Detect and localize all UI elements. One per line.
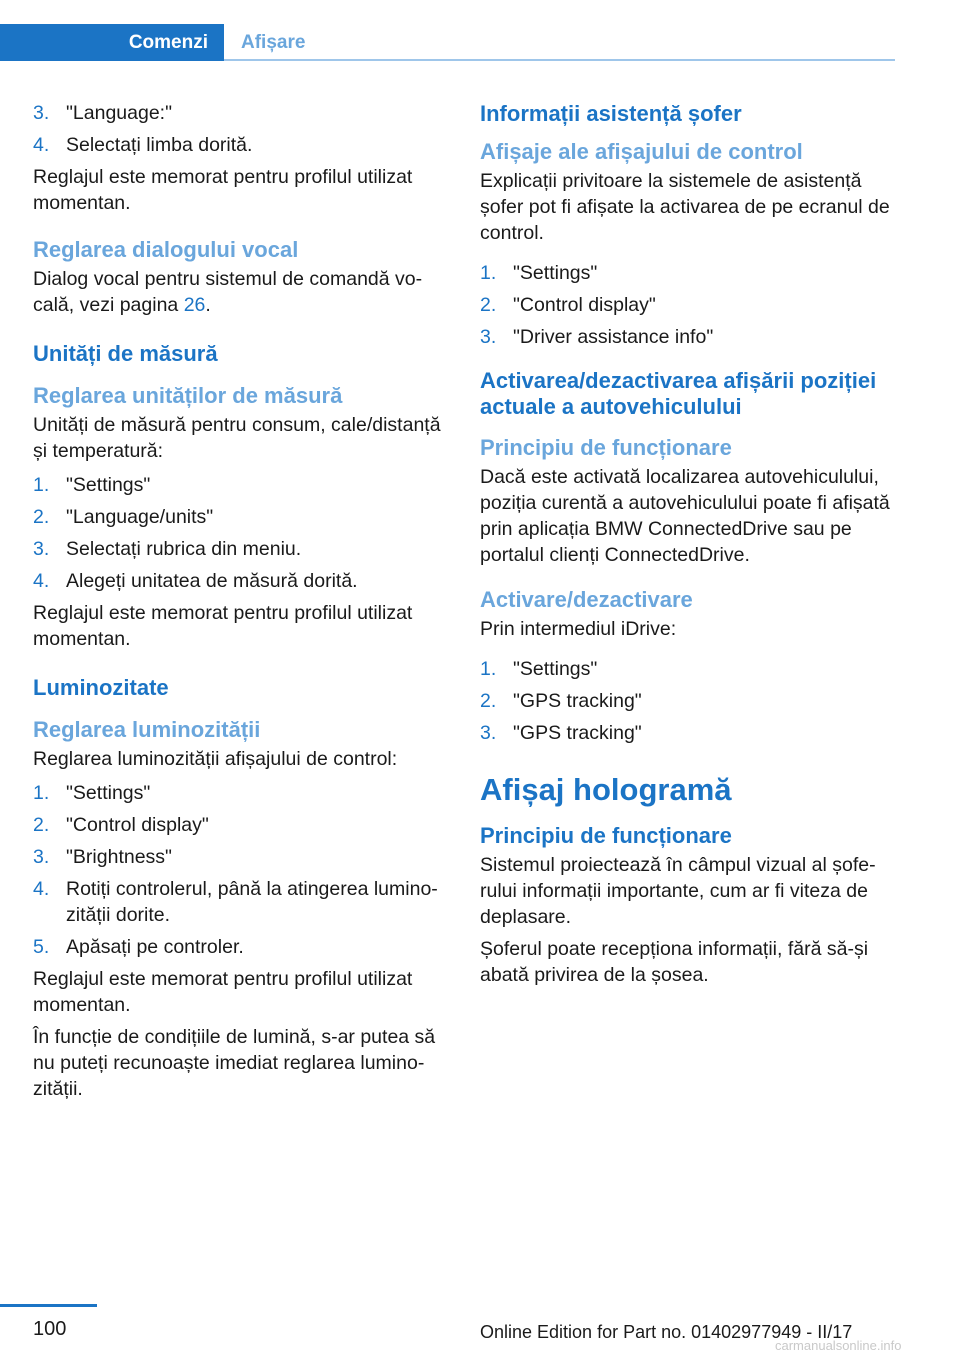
heading-units: Unități de măsură xyxy=(33,341,218,366)
paragraph-light-conditions: În funcție de condițiile de lumină, s-ar putea să nu puteți recunoaște imediat reglarea luminozității. xyxy=(33,1026,436,1100)
paragraph-saved: Reglajul este memorat pentru profilul utilizat momentan. xyxy=(33,166,413,214)
step-text: Selectați limba dorită. xyxy=(66,134,253,156)
paragraph-activate: Prin intermediul iDrive: xyxy=(480,618,677,640)
heading-brightness: Luminozitate xyxy=(33,675,169,700)
paragraph-position: Dacă este activată localizarea autovehiculului, poziția curentă a autovehiculului poate fi afișată prin aplicația BMW ConnectedDrive sau pe portalul clienți ConnectedDrive. xyxy=(480,466,890,566)
paragraph-saved: Reglajul este memorat pentru profilul utilizat momentan. xyxy=(33,602,413,650)
step-number: 2. xyxy=(33,814,50,836)
step-text: "GPS tracking" xyxy=(513,690,642,712)
step-number: 3. xyxy=(33,846,50,868)
brightness-steps xyxy=(33,780,448,960)
step-number: 1. xyxy=(33,782,50,804)
paragraph-hologram-1: Sistemul proiectează în câmpul vizual al șoferului informații importante, cum ar fi viteza de deplasare. xyxy=(480,854,876,928)
footer-divider xyxy=(0,1304,97,1307)
step-text: "Settings" xyxy=(513,658,598,680)
list-item xyxy=(480,260,895,286)
list-item xyxy=(33,536,448,562)
list-item xyxy=(33,472,448,498)
step-number: 2. xyxy=(480,294,497,316)
paragraph-driver: Explicații privitoare la sistemele de asistență șofer pot fi afișate la activarea de pe ecranul de control. xyxy=(480,170,890,244)
step-number: 3. xyxy=(33,538,50,560)
step-number: 3. xyxy=(33,102,50,124)
language-steps xyxy=(33,100,448,158)
heading-hologram-principle: Principiu de funcționare xyxy=(480,823,732,848)
paragraph-saved: Reglajul este memorat pentru profilul utilizat momentan. xyxy=(33,968,413,1016)
edition-note: Online Edition for Part no. 01402977949 - II/17 xyxy=(480,1322,853,1342)
list-item xyxy=(480,720,895,746)
units-steps xyxy=(33,472,448,594)
header-tabs xyxy=(0,24,895,61)
list-item xyxy=(480,292,895,318)
heading-activate: Activare/dezactivare xyxy=(480,587,693,612)
step-text: "Brightness" xyxy=(66,846,172,868)
step-number: 4. xyxy=(33,134,50,156)
step-text: "Language:" xyxy=(66,102,173,124)
paragraph-units: Unități de măsură pentru consum, cale/distanță și temperatură: xyxy=(33,414,441,462)
heading-position-principle: Principiu de funcționare xyxy=(480,435,732,460)
step-text: "Language/units" xyxy=(66,506,214,528)
heading-brightness-set: Reglarea luminozității xyxy=(33,717,261,742)
heading-driver-display: Afișaje ale afișajului de control xyxy=(480,139,803,164)
step-text: "Settings" xyxy=(66,782,151,804)
step-text: "Control display" xyxy=(66,814,209,836)
list-item xyxy=(33,132,448,158)
list-item xyxy=(33,780,448,806)
step-number: 3. xyxy=(480,722,497,744)
heading-voice-dialog: Reglarea dialogului vocal xyxy=(33,237,299,262)
step-number: 4. xyxy=(33,570,50,592)
list-item xyxy=(480,324,895,350)
paragraph-hologram-2: Șoferul poate recepționa informații, fără să-și abată privirea de la șosea. xyxy=(480,938,869,986)
list-item xyxy=(33,844,448,870)
step-number: 1. xyxy=(480,262,497,284)
step-text: "Settings" xyxy=(66,474,151,496)
tab-afisare[interactable]: Afișare xyxy=(241,31,306,53)
list-item xyxy=(33,568,448,594)
tab-comenzi[interactable]: Comenzi xyxy=(0,24,224,61)
heading-units-set: Reglarea unităților de măsură xyxy=(33,383,343,408)
step-text: "Control display" xyxy=(513,294,656,316)
step-text: Rotiți controlerul, până la atingerea luminozității dorite. xyxy=(66,878,438,926)
step-number: 2. xyxy=(33,506,50,528)
step-number: 4. xyxy=(33,878,50,900)
paragraph-brightness: Reglarea luminozității afișajului de control: xyxy=(33,748,398,770)
step-text: Selectați rubrica din meniu. xyxy=(66,538,302,560)
list-item xyxy=(33,934,448,960)
step-number: 5. xyxy=(33,936,50,958)
heading-position: Activarea/dezactivarea afișării poziției actuale a autovehiculului xyxy=(480,368,877,419)
list-item xyxy=(33,812,448,838)
heading-driver-info: Informații asistență șofer xyxy=(480,101,742,126)
step-text: Alegeți unitatea de măsură dorită. xyxy=(66,570,358,592)
step-text: "GPS tracking" xyxy=(513,722,642,744)
heading-hologram: Afișaj hologramă xyxy=(480,772,732,807)
step-number: 1. xyxy=(33,474,50,496)
watermark: carmanualsonline.info xyxy=(775,1338,902,1353)
list-item xyxy=(33,876,448,928)
left-column xyxy=(33,100,448,1108)
voice-text-end: . xyxy=(205,294,211,316)
voice-text: Dialog vocal pentru sistemul de comandă vocală, vezi pagina xyxy=(33,268,423,316)
header-divider xyxy=(224,59,895,61)
step-number: 2. xyxy=(480,690,497,712)
list-item xyxy=(33,504,448,530)
list-item xyxy=(480,656,895,682)
step-number: 1. xyxy=(480,658,497,680)
page-number: 100 xyxy=(33,1318,67,1340)
step-text: "Driver assistance info" xyxy=(513,326,714,348)
step-text: Apăsați pe controler. xyxy=(66,936,244,958)
list-item xyxy=(33,100,448,126)
gps-steps xyxy=(480,656,895,746)
paragraph-voice xyxy=(33,266,448,318)
step-text: "Settings" xyxy=(513,262,598,284)
list-item xyxy=(480,688,895,714)
step-number: 3. xyxy=(480,326,497,348)
driver-steps xyxy=(480,260,895,350)
right-column xyxy=(480,100,895,994)
page-link[interactable]: 26 xyxy=(183,294,206,316)
